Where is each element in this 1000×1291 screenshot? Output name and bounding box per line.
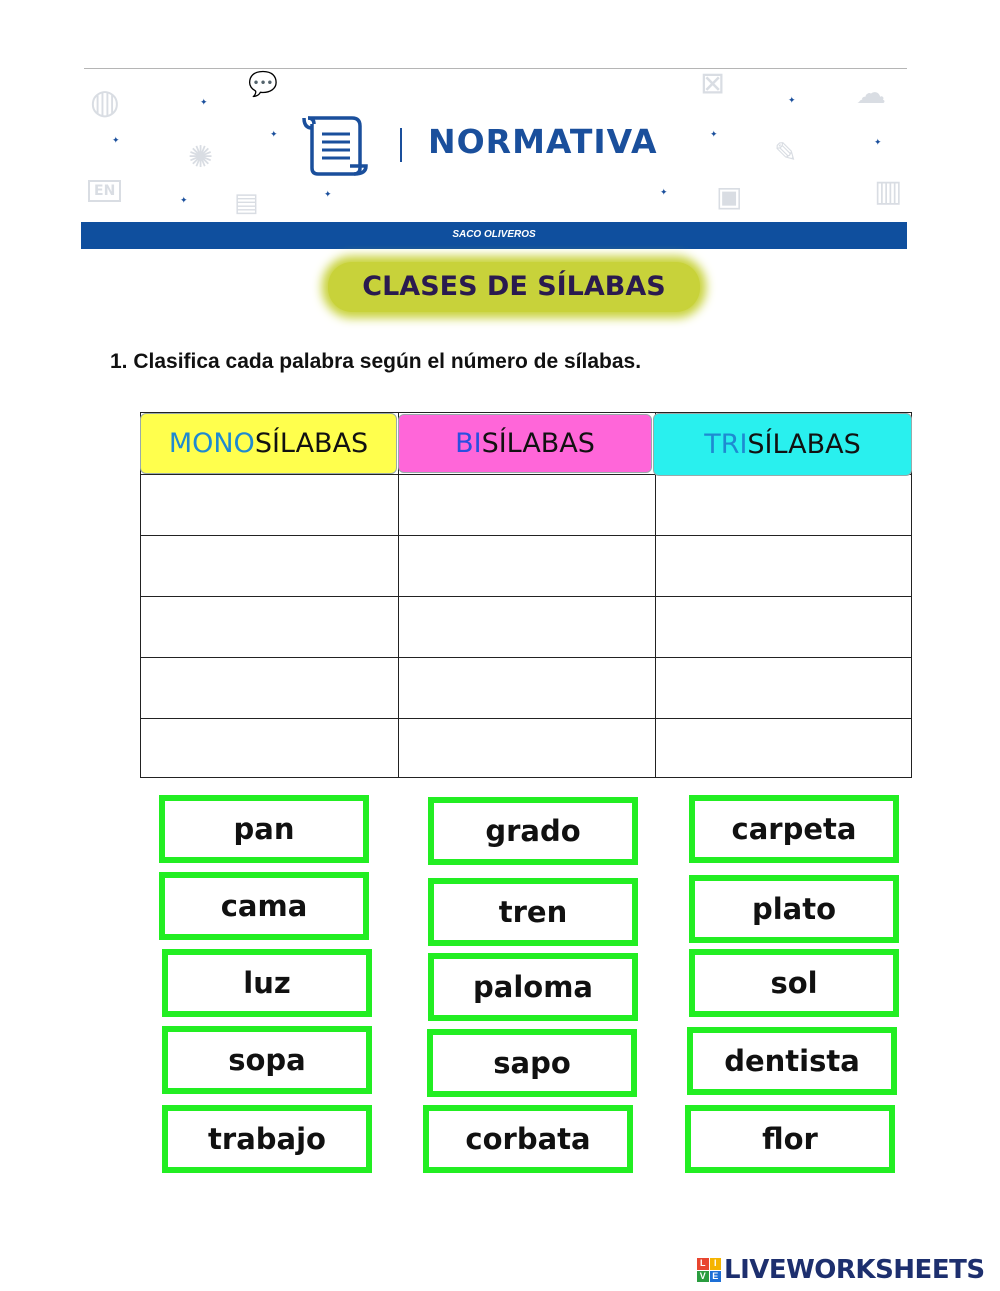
- star-icon: ✦: [788, 96, 796, 106]
- flag-icon: ⊠: [700, 70, 726, 101]
- header-prefix: BI: [455, 428, 482, 459]
- school-name: SACO OLIVEROS: [452, 229, 536, 240]
- footer-bar: [81, 222, 907, 249]
- star-icon: ✦: [112, 136, 120, 146]
- drop-cell-mono-2[interactable]: [141, 536, 398, 596]
- star-icon: ✦: [200, 98, 208, 108]
- language-badge: EN: [88, 180, 121, 202]
- star-icon: ✦: [270, 130, 278, 140]
- document-icon: ✎: [774, 136, 798, 169]
- word-card[interactable]: sapo: [427, 1029, 637, 1097]
- liveworksheets-brand[interactable]: [697, 1255, 985, 1285]
- word-card[interactable]: trabajo: [162, 1105, 372, 1173]
- classification-table: [140, 412, 912, 778]
- header-suffix: SÍLABAS: [747, 429, 861, 460]
- bookshelf-icon: ▥: [874, 174, 903, 209]
- worksheet-title-text: CLASES DE SÍLABAS: [362, 271, 666, 302]
- header-banner: [84, 70, 907, 222]
- star-icon: ✦: [324, 190, 332, 200]
- star-icon: ✦: [710, 130, 718, 140]
- liveworksheets-logo-icon: [697, 1258, 721, 1282]
- drop-cell-mono-5[interactable]: [141, 719, 398, 778]
- word-card[interactable]: carpeta: [689, 795, 899, 863]
- header-prefix: MONO: [168, 428, 255, 459]
- word-card[interactable]: sol: [689, 949, 899, 1017]
- word-card[interactable]: flor: [685, 1105, 895, 1173]
- books-icon: ▤: [234, 188, 259, 218]
- drop-cell-bi-2[interactable]: [399, 536, 655, 596]
- drop-cell-tri-3[interactable]: [656, 597, 913, 657]
- drop-cell-mono-3[interactable]: [141, 597, 398, 657]
- header-suffix: SÍLABAS: [481, 428, 595, 459]
- banner-divider: [400, 128, 402, 162]
- brain-icon: ☁: [856, 76, 886, 111]
- header-trisilabas: [653, 413, 912, 476]
- chat-icon: 💬: [248, 70, 278, 98]
- logo-letter: I: [710, 1258, 722, 1270]
- star-icon: ✦: [180, 196, 188, 206]
- drop-cell-mono-1[interactable]: [141, 475, 398, 535]
- scroll-icon: [300, 114, 370, 178]
- drop-cell-bi-3[interactable]: [399, 597, 655, 657]
- worksheet-title: [328, 262, 700, 312]
- drop-cell-bi-4[interactable]: [399, 658, 655, 718]
- logo-letter: E: [710, 1271, 722, 1283]
- word-card[interactable]: paloma: [428, 953, 638, 1021]
- drop-cell-mono-4[interactable]: [141, 658, 398, 718]
- word-card[interactable]: corbata: [423, 1105, 633, 1173]
- word-card[interactable]: pan: [159, 795, 369, 863]
- drop-cell-tri-5[interactable]: [656, 719, 913, 778]
- star-icon: ✦: [874, 138, 882, 148]
- word-card[interactable]: cama: [159, 872, 369, 940]
- monitor-icon: ▣: [716, 180, 743, 213]
- word-card[interactable]: sopa: [162, 1026, 372, 1094]
- word-card[interactable]: plato: [689, 875, 899, 943]
- banner-title: NORMATIVA: [428, 122, 658, 161]
- virus-icon: ✺: [188, 140, 214, 175]
- top-rule: [84, 68, 907, 69]
- word-card[interactable]: dentista: [687, 1027, 897, 1095]
- star-icon: ✦: [660, 188, 668, 198]
- word-card[interactable]: luz: [162, 949, 372, 1017]
- drop-cell-tri-4[interactable]: [656, 658, 913, 718]
- drop-cell-bi-5[interactable]: [399, 719, 655, 778]
- word-card[interactable]: grado: [428, 797, 638, 865]
- instruction-text: 1. Clasifica cada palabra según el número de sílabas.: [110, 350, 642, 373]
- logo-letter: V: [697, 1271, 709, 1283]
- word-card[interactable]: tren: [428, 878, 638, 946]
- drop-cell-bi-1[interactable]: [399, 475, 655, 535]
- header-prefix: TRI: [704, 429, 748, 460]
- header-monosilabas: [140, 413, 397, 474]
- header-suffix: SÍLABAS: [254, 428, 369, 459]
- header-bisilabas: [398, 414, 652, 473]
- brand-name: LIVEWORKSHEETS: [724, 1255, 985, 1285]
- globe-icon: ◍: [90, 82, 120, 122]
- logo-letter: L: [697, 1258, 709, 1270]
- drop-cell-tri-2[interactable]: [656, 536, 913, 596]
- drop-cell-tri-1[interactable]: [656, 475, 913, 535]
